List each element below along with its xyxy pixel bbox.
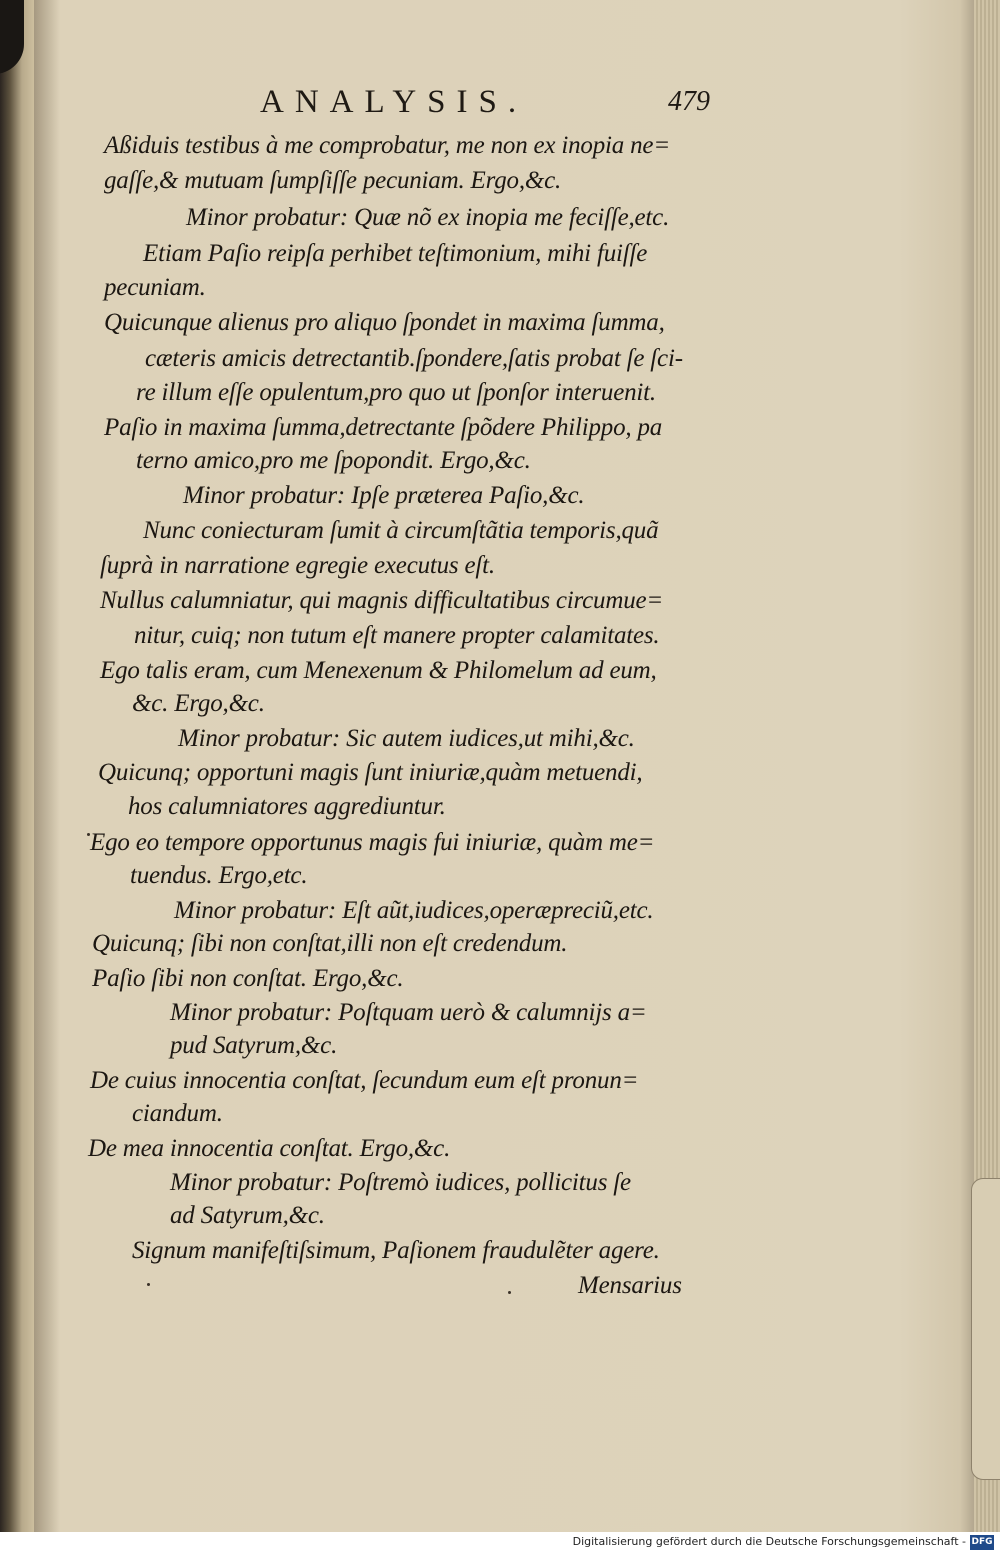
ink-speck bbox=[508, 1291, 511, 1294]
page-header bbox=[100, 82, 710, 130]
text-line: Aßiduis testibus à me comprobatur, me non ex inopia ne= bbox=[104, 132, 670, 159]
catchword: Mensarius bbox=[578, 1272, 682, 1299]
text-line: Quicunq; ſibi non conſtat,illi non eſt credendum. bbox=[92, 930, 568, 957]
facing-page-edge bbox=[0, 0, 34, 1532]
text-line: De mea innocentia conſtat. Ergo,&c. bbox=[88, 1135, 451, 1162]
dfg-logo: DFG bbox=[970, 1535, 994, 1550]
text-line: Paſio ſibi non conſtat. Ergo,&c. bbox=[92, 965, 404, 992]
text-line: Minor probatur: Ipſe præterea Paſio,&c. bbox=[183, 482, 585, 509]
text-line: &c. Ergo,&c. bbox=[132, 690, 265, 717]
text-line: Minor probatur: Quæ nõ ex inopia me feciſſe,etc. bbox=[186, 204, 670, 231]
text-line: Minor probatur: Poſtquam uerò & calumnijs a= bbox=[170, 999, 647, 1026]
ink-speck bbox=[87, 833, 90, 836]
text-line: ad Satyrum,&c. bbox=[170, 1202, 325, 1229]
text-line: terno amico,pro me ſpopondit. Ergo,&c. bbox=[136, 447, 531, 474]
spine-shadow bbox=[34, 0, 60, 1532]
folio-number: 479 bbox=[668, 86, 710, 117]
text-line: pud Satyrum,&c. bbox=[170, 1032, 338, 1059]
text-line: Nunc coniecturam ſumit à circumſtãtia temporis,quã bbox=[143, 517, 659, 544]
text-line: ſuprà in narratione egregie executus eſt. bbox=[100, 552, 495, 579]
text-line: hos calumniatores aggrediuntur. bbox=[128, 793, 446, 820]
text-line: Quicunq; opportuni magis ſunt iniuriæ,quàm metuendi, bbox=[98, 759, 643, 786]
text-line: Nullus calumniatur, qui magnis difficultatibus circumue= bbox=[100, 587, 664, 614]
text-line: De cuius innocentia conſtat, ſecundum eum eſt pronun= bbox=[90, 1067, 639, 1094]
page-tab bbox=[971, 1178, 1000, 1480]
text-line: Quicunque alienus pro aliquo ſpondet in maxima ſumma, bbox=[104, 309, 665, 336]
text-line: Minor probatur: Eſt aũt,iudices,operæpreciũ,etc. bbox=[174, 897, 654, 924]
text-line: re illum eſſe opulentum,pro quo ut ſponſor interuenit. bbox=[136, 379, 656, 406]
text-line: Minor probatur: Poſtremò iudices, pollicitus ſe bbox=[170, 1169, 631, 1196]
text-line: gaſſe,& mutuam ſumpſiſſe pecuniam. Ergo,&c. bbox=[104, 167, 562, 194]
text-line: nitur, cuiq; non tutum eſt manere propter calamitates. bbox=[134, 622, 660, 649]
text-line: pecuniam. bbox=[104, 274, 206, 301]
footer-bar bbox=[0, 1532, 1000, 1554]
text-line: cæteris amicis detrectantib.ſpondere,ſatis probat ſe ſci- bbox=[145, 345, 683, 372]
text-line: Minor probatur: Sic autem iudices,ut mihi,&c. bbox=[178, 725, 635, 752]
text-line: Signum manifeſtiſsimum, Paſionem fraudulẽter agere. bbox=[132, 1237, 660, 1264]
funding-credit: Digitalisierung gefördert durch die Deutsche Forschungsgemeinschaft - bbox=[572, 1535, 966, 1548]
text-line: tuendus. Ergo,etc. bbox=[130, 862, 308, 889]
ink-speck bbox=[147, 1283, 150, 1286]
text-line: ciandum. bbox=[132, 1100, 223, 1127]
text-line: Ego talis eram, cum Menexenum & Philomelum ad eum, bbox=[100, 657, 657, 684]
text-line: Paſio in maxima ſumma,detrectante ſpõdere Philippo, pa bbox=[104, 414, 663, 441]
running-head: ANALYSIS. bbox=[260, 84, 528, 120]
text-line: Etiam Paſio reipſa perhibet teſtimonium, mihi fuiſſe bbox=[143, 240, 648, 267]
text-line: Ego eo tempore opportunus magis fui iniuriæ, quàm me= bbox=[90, 829, 655, 856]
